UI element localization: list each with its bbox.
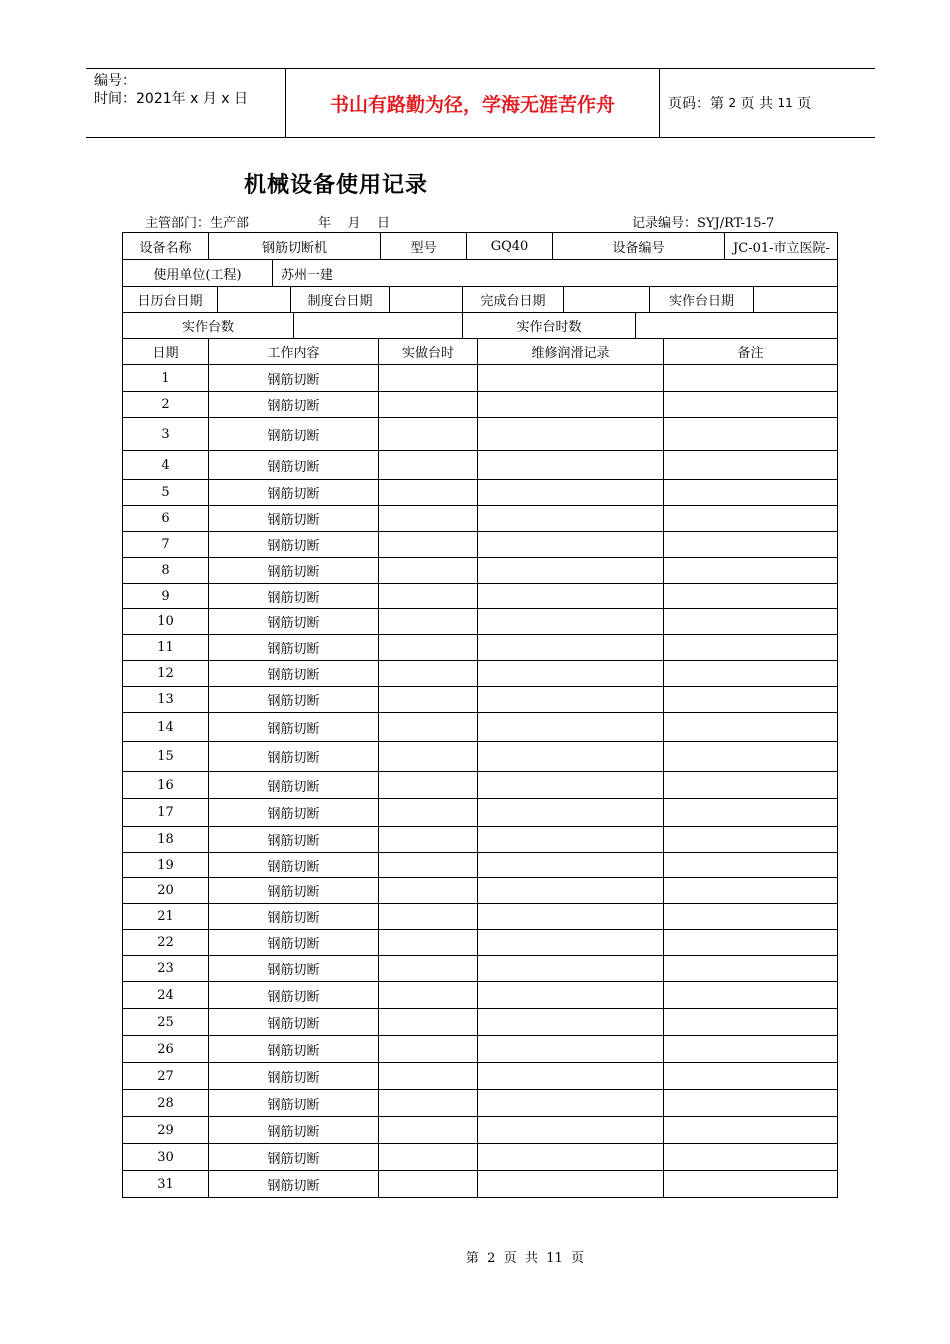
hours-cell	[379, 687, 478, 713]
table-row	[123, 904, 838, 930]
table-row	[123, 1144, 838, 1171]
table-row	[123, 451, 838, 480]
remarks-cell	[664, 532, 838, 558]
maintenance-cell	[478, 1036, 664, 1063]
hours-cell	[379, 1090, 478, 1117]
dept-label: 主管部门：生产部	[145, 216, 250, 231]
remarks-cell	[664, 1090, 838, 1117]
day-cell: 17	[123, 799, 209, 827]
table-row	[123, 1117, 838, 1144]
work-cell: 钢筋切断	[209, 1063, 379, 1090]
work-cell: 钢筋切断	[209, 451, 379, 480]
maintenance-cell	[478, 878, 664, 904]
work-cell: 钢筋切断	[209, 904, 379, 930]
hours-cell	[379, 558, 478, 584]
work-cell: 钢筋切断	[209, 1036, 379, 1063]
work-cell: 钢筋切断	[209, 661, 379, 687]
maintenance-cell	[478, 1090, 664, 1117]
equipment-name-label: 设备名称	[123, 233, 209, 260]
table-row	[123, 853, 838, 878]
equipment-info-table-3	[122, 286, 838, 313]
maintenance-cell	[478, 1171, 664, 1198]
calendar-date-label: 日历台日期	[123, 287, 218, 313]
remarks-cell	[664, 742, 838, 772]
header-left	[94, 72, 248, 108]
table-row	[123, 635, 838, 661]
info-row	[123, 233, 838, 260]
day-cell: 30	[123, 1144, 209, 1171]
table-row	[123, 878, 838, 904]
hours-cell	[379, 742, 478, 772]
day-cell: 16	[123, 772, 209, 799]
page-title: 机械设备使用记录	[244, 173, 429, 198]
maintenance-cell	[478, 687, 664, 713]
header-divider	[659, 69, 660, 137]
hours-cell	[379, 661, 478, 687]
day-cell: 12	[123, 661, 209, 687]
day-cell: 2	[123, 392, 209, 418]
user-unit-value: 苏州一建	[273, 260, 838, 287]
day-cell: 23	[123, 956, 209, 982]
calendar-date-value	[218, 287, 291, 313]
table-row	[123, 827, 838, 853]
hours-cell	[379, 609, 478, 635]
hours-cell	[379, 853, 478, 878]
hours-cell	[379, 878, 478, 904]
maintenance-cell	[478, 609, 664, 635]
table-row	[123, 532, 838, 558]
remarks-cell	[664, 1036, 838, 1063]
header-motto: 书山有路勤为径，学海无涯苦作舟	[329, 93, 615, 116]
remarks-cell	[664, 956, 838, 982]
equipment-number-label: 设备编号	[553, 233, 725, 260]
table-row	[123, 772, 838, 799]
table-row	[123, 365, 838, 392]
info-row	[123, 287, 838, 313]
table-row	[123, 584, 838, 609]
table-row	[123, 1171, 838, 1198]
remarks-cell	[664, 772, 838, 799]
work-cell: 钢筋切断	[209, 365, 379, 392]
day-cell: 21	[123, 904, 209, 930]
remarks-cell	[664, 982, 838, 1009]
maintenance-cell	[478, 904, 664, 930]
work-cell: 钢筋切断	[209, 1117, 379, 1144]
maintenance-cell	[478, 1063, 664, 1090]
work-cell: 钢筋切断	[209, 799, 379, 827]
hours-cell	[379, 1063, 478, 1090]
work-cell: 钢筋切断	[209, 609, 379, 635]
actual-count-value	[294, 313, 463, 339]
work-cell: 钢筋切断	[209, 392, 379, 418]
work-cell: 钢筋切断	[209, 956, 379, 982]
maintenance-cell	[478, 1009, 664, 1036]
hours-cell	[379, 1171, 478, 1198]
day-cell: 5	[123, 480, 209, 506]
remarks-cell	[664, 392, 838, 418]
day-cell: 29	[123, 1117, 209, 1144]
actual-hours-label: 实作台时数	[463, 313, 636, 339]
remarks-cell	[664, 930, 838, 956]
maintenance-cell	[478, 661, 664, 687]
day-cell: 20	[123, 878, 209, 904]
hours-cell	[379, 1144, 478, 1171]
maintenance-cell	[478, 772, 664, 799]
work-cell: 钢筋切断	[209, 558, 379, 584]
table-row	[123, 661, 838, 687]
table-row	[123, 480, 838, 506]
maintenance-cell	[478, 1117, 664, 1144]
remarks-cell	[664, 480, 838, 506]
equipment-info-table-2	[122, 259, 838, 287]
remarks-cell	[664, 506, 838, 532]
remarks-cell	[664, 1171, 838, 1198]
table-row	[123, 392, 838, 418]
hours-cell	[379, 713, 478, 742]
work-cell: 钢筋切断	[209, 713, 379, 742]
completed-date-value	[564, 287, 650, 313]
maintenance-cell	[478, 418, 664, 451]
maintenance-cell	[478, 956, 664, 982]
work-cell: 钢筋切断	[209, 827, 379, 853]
day-cell: 8	[123, 558, 209, 584]
actual-date-value	[754, 287, 838, 313]
day-cell: 25	[123, 1009, 209, 1036]
day-cell: 6	[123, 506, 209, 532]
remarks-cell	[664, 451, 838, 480]
user-unit-label: 使用单位(工程)	[123, 260, 273, 287]
hours-cell	[379, 772, 478, 799]
maintenance-cell	[478, 365, 664, 392]
remarks-cell	[664, 713, 838, 742]
maintenance-cell	[478, 713, 664, 742]
remarks-cell	[664, 1009, 838, 1036]
table-row	[123, 956, 838, 982]
maintenance-cell	[478, 480, 664, 506]
day-cell: 7	[123, 532, 209, 558]
remarks-cell	[664, 418, 838, 451]
actual-hours-value	[636, 313, 838, 339]
work-cell: 钢筋切断	[209, 930, 379, 956]
work-cell: 钢筋切断	[209, 772, 379, 799]
work-cell: 钢筋切断	[209, 584, 379, 609]
work-cell: 钢筋切断	[209, 418, 379, 451]
page-header	[86, 68, 875, 138]
work-cell: 钢筋切断	[209, 687, 379, 713]
maintenance-cell	[478, 635, 664, 661]
day-cell: 3	[123, 418, 209, 451]
maintenance-cell	[478, 558, 664, 584]
day-cell: 11	[123, 635, 209, 661]
model-value: GQ40	[467, 233, 553, 260]
maintenance-cell	[478, 392, 664, 418]
maintenance-cell	[478, 506, 664, 532]
hours-cell	[379, 799, 478, 827]
hours-cell	[379, 451, 478, 480]
model-label: 型号	[381, 233, 467, 260]
table-row	[123, 1063, 838, 1090]
table-row	[123, 609, 838, 635]
col-header-work: 工作内容	[209, 339, 379, 365]
work-cell: 钢筋切断	[209, 878, 379, 904]
maintenance-cell	[478, 930, 664, 956]
maintenance-cell	[478, 532, 664, 558]
remarks-cell	[664, 687, 838, 713]
day-cell: 1	[123, 365, 209, 392]
work-cell: 钢筋切断	[209, 506, 379, 532]
equipment-name-value: 钢筋切断机	[209, 233, 381, 260]
remarks-cell	[664, 827, 838, 853]
hours-cell	[379, 532, 478, 558]
hours-cell	[379, 365, 478, 392]
hours-cell	[379, 956, 478, 982]
maintenance-cell	[478, 799, 664, 827]
remarks-cell	[664, 1144, 838, 1171]
equipment-info-table-4	[122, 312, 838, 339]
completed-date-label: 完成台日期	[463, 287, 564, 313]
actual-date-label: 实作台日期	[650, 287, 754, 313]
actual-count-label: 实作台数	[123, 313, 294, 339]
header-page-info: 页码：第 2 页 共 11 页	[668, 96, 812, 112]
day-cell: 27	[123, 1063, 209, 1090]
work-cell: 钢筋切断	[209, 1090, 379, 1117]
maintenance-cell	[478, 742, 664, 772]
date-label: 年 月 日	[318, 216, 391, 231]
hours-cell	[379, 1117, 478, 1144]
table-row	[123, 713, 838, 742]
table-row	[123, 418, 838, 451]
system-date-value	[390, 287, 463, 313]
hours-cell	[379, 904, 478, 930]
hours-cell	[379, 1036, 478, 1063]
log-header-row	[123, 339, 838, 365]
work-cell: 钢筋切断	[209, 982, 379, 1009]
remarks-cell	[664, 904, 838, 930]
table-row	[123, 1036, 838, 1063]
remarks-cell	[664, 1117, 838, 1144]
work-cell: 钢筋切断	[209, 480, 379, 506]
table-row	[123, 742, 838, 772]
col-header-hours: 实做台时	[379, 339, 478, 365]
day-cell: 24	[123, 982, 209, 1009]
work-cell: 钢筋切断	[209, 1171, 379, 1198]
page-footer: 第 2 页 共 11 页	[465, 1251, 585, 1266]
work-cell: 钢筋切断	[209, 853, 379, 878]
day-cell: 22	[123, 930, 209, 956]
col-header-remarks: 备注	[664, 339, 838, 365]
work-cell: 钢筋切断	[209, 1144, 379, 1171]
day-cell: 19	[123, 853, 209, 878]
day-cell: 31	[123, 1171, 209, 1198]
table-row	[123, 930, 838, 956]
work-cell: 钢筋切断	[209, 635, 379, 661]
work-cell: 钢筋切断	[209, 532, 379, 558]
maintenance-cell	[478, 853, 664, 878]
hours-cell	[379, 506, 478, 532]
hours-cell	[379, 930, 478, 956]
hours-cell	[379, 392, 478, 418]
hours-cell	[379, 480, 478, 506]
day-cell: 18	[123, 827, 209, 853]
hours-cell	[379, 982, 478, 1009]
number-label: 编号：	[94, 73, 136, 89]
remarks-cell	[664, 853, 838, 878]
remarks-cell	[664, 584, 838, 609]
table-row	[123, 799, 838, 827]
system-date-label: 制度台日期	[291, 287, 390, 313]
maintenance-cell	[478, 982, 664, 1009]
remarks-cell	[664, 635, 838, 661]
remarks-cell	[664, 1063, 838, 1090]
info-row	[123, 313, 838, 339]
col-header-date: 日期	[123, 339, 209, 365]
day-cell: 10	[123, 609, 209, 635]
col-header-maintenance: 维修润滑记录	[478, 339, 664, 365]
remarks-cell	[664, 661, 838, 687]
equipment-info-table	[122, 232, 838, 260]
maintenance-cell	[478, 584, 664, 609]
day-cell: 15	[123, 742, 209, 772]
table-row	[123, 1090, 838, 1117]
work-cell: 钢筋切断	[209, 1009, 379, 1036]
table-row	[123, 558, 838, 584]
equipment-number-value: JC-01-市立医院-	[725, 233, 838, 260]
hours-cell	[379, 584, 478, 609]
maintenance-cell	[478, 1144, 664, 1171]
table-row	[123, 1009, 838, 1036]
table-row	[123, 687, 838, 713]
remarks-cell	[664, 558, 838, 584]
hours-cell	[379, 827, 478, 853]
hours-cell	[379, 635, 478, 661]
work-cell: 钢筋切断	[209, 742, 379, 772]
remarks-cell	[664, 609, 838, 635]
usage-log-table	[122, 338, 838, 1198]
hours-cell	[379, 1009, 478, 1036]
table-row	[123, 506, 838, 532]
day-cell: 9	[123, 584, 209, 609]
day-cell: 28	[123, 1090, 209, 1117]
record-number: 记录编号：SYJ/RT-15-7	[632, 216, 775, 231]
maintenance-cell	[478, 827, 664, 853]
time-line: 时间：2021年 x 月 x 日	[94, 91, 249, 107]
day-cell: 14	[123, 713, 209, 742]
day-cell: 13	[123, 687, 209, 713]
info-row	[123, 260, 838, 287]
maintenance-cell	[478, 451, 664, 480]
table-row	[123, 982, 838, 1009]
remarks-cell	[664, 365, 838, 392]
day-cell: 26	[123, 1036, 209, 1063]
remarks-cell	[664, 878, 838, 904]
remarks-cell	[664, 799, 838, 827]
day-cell: 4	[123, 451, 209, 480]
hours-cell	[379, 418, 478, 451]
